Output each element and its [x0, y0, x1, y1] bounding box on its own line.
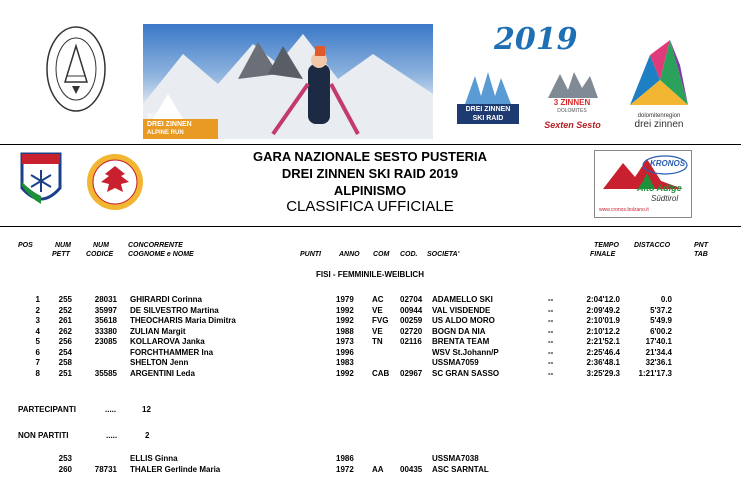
cell-anno: 1992 — [336, 316, 354, 325]
cell-pos: 1 — [35, 295, 40, 304]
cell-name: DE SILVESTRO Martina — [130, 305, 219, 315]
kronos-region-1: Alto Adige — [637, 183, 682, 193]
cell-anno: 1979 — [336, 295, 354, 304]
cell-distacco: 6'00.2 — [650, 326, 672, 336]
header-divider — [0, 144, 741, 145]
cell-name: SHELTON Jenn — [130, 358, 189, 367]
title-line-2: DREI ZINNEN SKI RAID 2019 — [281, 166, 459, 181]
col-cognome-nome: COGNOME e NOME — [128, 251, 194, 258]
cell-tempo: 2:04'12.0 — [586, 295, 620, 304]
event-year: 2019 — [494, 22, 578, 57]
title-line-4: CLASSIFICA UFFICIALE — [286, 198, 454, 215]
non-partiti-dots: ..... — [106, 431, 118, 440]
cell-societa: SC GRAN SASSO — [432, 368, 500, 378]
cell-com: VE — [372, 305, 383, 315]
cell-dash: -- — [548, 305, 554, 315]
col-com: COM — [373, 251, 390, 258]
three-zinnen-subtext: DOLOMITES — [557, 108, 587, 114]
non-partiti-row — [0, 465, 741, 475]
cell-pett: 252 — [58, 305, 72, 315]
cell-distacco: 21'34.4 — [645, 347, 672, 357]
cell-anno: 1992 — [336, 305, 354, 315]
cell-com: FVG — [372, 316, 389, 325]
cell-societa: USSMA7059 — [432, 358, 479, 367]
cell-name: ELLIS Ginna — [130, 454, 178, 463]
cell-dash: -- — [548, 295, 554, 304]
col-cod: COD. — [400, 251, 418, 258]
cell-distacco: 32'36.1 — [645, 358, 672, 367]
alpine-run-banner-image — [143, 24, 433, 139]
title-line-3: ALPINISMO — [333, 183, 407, 198]
cell-pett: 253 — [58, 454, 72, 463]
col-num-pett-2: PETT — [52, 251, 70, 258]
cell-societa: USSMA7038 — [432, 454, 479, 463]
cell-pett: 255 — [58, 295, 72, 304]
cell-pett: 261 — [58, 316, 72, 325]
result-row — [0, 337, 741, 347]
three-zinnen-mountain-logo — [542, 68, 600, 98]
col-pnt: PNT — [694, 242, 708, 249]
col-distacco: DISTACCO — [634, 242, 671, 249]
cell-cod-societa: 00944 — [400, 305, 423, 315]
cell-anno: 1988 — [336, 326, 354, 336]
cell-com: TN — [372, 337, 383, 346]
col-num-pett-1: NUM — [55, 242, 71, 249]
cell-codice: 28031 — [94, 295, 117, 304]
kronos-url: www.cronos.bolzano.it — [599, 207, 649, 213]
col-finale: FINALE — [590, 251, 616, 258]
cell-pos: 3 — [35, 316, 40, 325]
fisi-snowflake-crest — [20, 152, 62, 210]
cell-name: GHIRARDI Corinna — [130, 295, 202, 304]
cell-pos: 2 — [35, 305, 40, 315]
cell-distacco: 0.0 — [660, 295, 672, 304]
cell-pett: 262 — [58, 326, 72, 336]
cell-codice: 35618 — [94, 316, 117, 325]
cell-cod-societa: 02967 — [400, 368, 423, 378]
cell-tempo: 2:36'48.1 — [586, 358, 620, 367]
title-line-1: GARA NAZIONALE SESTO PUSTERIA — [252, 149, 488, 164]
cell-com: CAB — [372, 368, 390, 378]
cell-pos: 7 — [35, 358, 40, 367]
cell-societa: ADAMELLO SKI — [432, 295, 493, 304]
cell-anno: 1986 — [336, 454, 354, 463]
cell-pett: 260 — [58, 465, 72, 474]
cell-distacco: 17'40.1 — [645, 337, 672, 346]
race-club-seal-logo — [45, 24, 107, 114]
cell-anno: 1973 — [336, 337, 354, 346]
col-societa: SOCIETA' — [427, 251, 460, 258]
drei-zinnen-ski-raid-text: DREI ZINNEN SKI RAID — [457, 104, 519, 124]
cell-codice: 78731 — [94, 465, 117, 474]
cell-anno: 1972 — [336, 465, 354, 474]
dolomitenregion-text: dolomitenregion drei zinnen — [634, 113, 684, 130]
cell-codice: 35585 — [94, 368, 117, 378]
cell-dash: -- — [548, 316, 554, 325]
col-anno: ANNO — [339, 251, 360, 258]
banner-brand-text: SÜDTIROL — [147, 114, 178, 120]
cell-dash: -- — [548, 368, 554, 378]
cell-tempo: 3:25'29.3 — [586, 368, 620, 378]
cell-com: AA — [372, 465, 384, 474]
col-tempo: TEMPO — [594, 242, 619, 249]
category-heading: FISI - FEMMINILE-WEIBLICH — [316, 270, 424, 279]
col-num-codice-2: CODICE — [86, 251, 114, 258]
cell-tempo: 2:09'49.2 — [586, 305, 620, 315]
cell-societa: BRENTA TEAM — [432, 337, 490, 346]
non-partiti-row — [0, 454, 741, 464]
banner-event-text: DREI ZINNEN — [147, 121, 192, 128]
kronos-name: KRONOS — [650, 159, 686, 168]
cell-societa: BOGN DA NIA — [432, 326, 486, 336]
cell-anno: 1992 — [336, 368, 354, 378]
non-partiti-label: NON PARTITI — [18, 431, 69, 440]
cell-pos: 5 — [35, 337, 40, 346]
cell-name: THEOCHARIS Maria Dimitra — [130, 316, 236, 325]
cell-tempo: 2:21'52.1 — [586, 337, 620, 346]
cell-anno: 1996 — [336, 347, 354, 357]
cell-cod-societa: 00435 — [400, 465, 423, 474]
cell-cod-societa: 02116 — [400, 337, 422, 346]
partecipanti-value: 12 — [142, 405, 151, 414]
cell-tempo: 2:10'12.2 — [586, 326, 620, 336]
cell-codice: 23085 — [94, 337, 117, 346]
partecipanti-label: PARTECIPANTI — [18, 405, 76, 414]
col-punti: PUNTI — [300, 251, 321, 258]
col-pos: POS — [18, 242, 33, 249]
cell-cod-societa: 02720 — [400, 326, 423, 336]
cell-distacco: 1:21'17.3 — [638, 368, 672, 378]
col-tab: TAB — [694, 251, 708, 258]
three-zinnen-text: 3 ZINNEN — [553, 98, 591, 107]
cell-societa: US ALDO MORO — [432, 316, 495, 325]
non-partiti-value: 2 — [145, 431, 150, 440]
col-concorrente: CONCORRENTE — [128, 242, 183, 249]
title-divider — [0, 226, 741, 227]
cell-codice: 35997 — [94, 305, 117, 315]
cell-distacco: 5'49.9 — [650, 316, 672, 325]
result-row — [0, 369, 741, 379]
cell-pett: 256 — [58, 337, 72, 346]
result-row — [0, 306, 741, 316]
cell-name: KOLLAROVA Janka — [130, 337, 205, 346]
result-row — [0, 348, 741, 358]
cell-tempo: 2:10'01.9 — [586, 316, 620, 325]
cell-anno: 1983 — [336, 358, 354, 367]
cell-dash: -- — [548, 337, 554, 346]
cell-pett: 251 — [58, 368, 72, 378]
cell-dash: -- — [548, 347, 554, 357]
cell-name: ZULIAN Margit — [130, 326, 186, 336]
cell-societa: ASC SARNTAL — [432, 465, 489, 474]
cell-pos: 4 — [35, 326, 40, 336]
result-row — [0, 316, 741, 326]
partecipanti-dots: ..... — [105, 405, 117, 414]
result-row — [0, 358, 741, 368]
cell-cod-societa: 00259 — [400, 316, 423, 325]
cell-com: AC — [372, 295, 384, 304]
cell-pett: 254 — [58, 347, 72, 357]
kronos-timing-logo — [594, 150, 692, 218]
cell-dash: -- — [548, 358, 554, 367]
cell-name: FORCHTHAMMER Ina — [130, 347, 214, 357]
cell-codice: 33380 — [94, 326, 117, 336]
cell-cod-societa: 02704 — [400, 295, 423, 304]
banner-sub-text: ALPINE RUN — [147, 130, 184, 136]
cell-pett: 258 — [58, 358, 72, 367]
tirol-eagle-crest — [85, 152, 145, 212]
result-row — [0, 327, 741, 337]
result-row — [0, 295, 741, 305]
cell-pos: 6 — [35, 347, 40, 357]
cell-com: VE — [372, 326, 383, 336]
cell-tempo: 2:25'46.4 — [586, 347, 620, 357]
cell-dash: -- — [548, 326, 554, 336]
kronos-region-2: Südtirol — [651, 194, 679, 203]
cell-distacco: 5'37.2 — [650, 305, 672, 315]
cell-name: THALER Gerlinde Maria — [130, 465, 221, 474]
sexten-sesto-logo-text: Sexten Sesto — [544, 120, 601, 130]
cell-societa: VAL VISDENDE — [432, 305, 491, 315]
cell-name: ARGENTINI Leda — [130, 368, 195, 378]
col-num-codice-1: NUM — [93, 242, 109, 249]
cell-societa: WSV St.Johann/P — [432, 347, 499, 357]
cell-pos: 8 — [35, 368, 40, 378]
